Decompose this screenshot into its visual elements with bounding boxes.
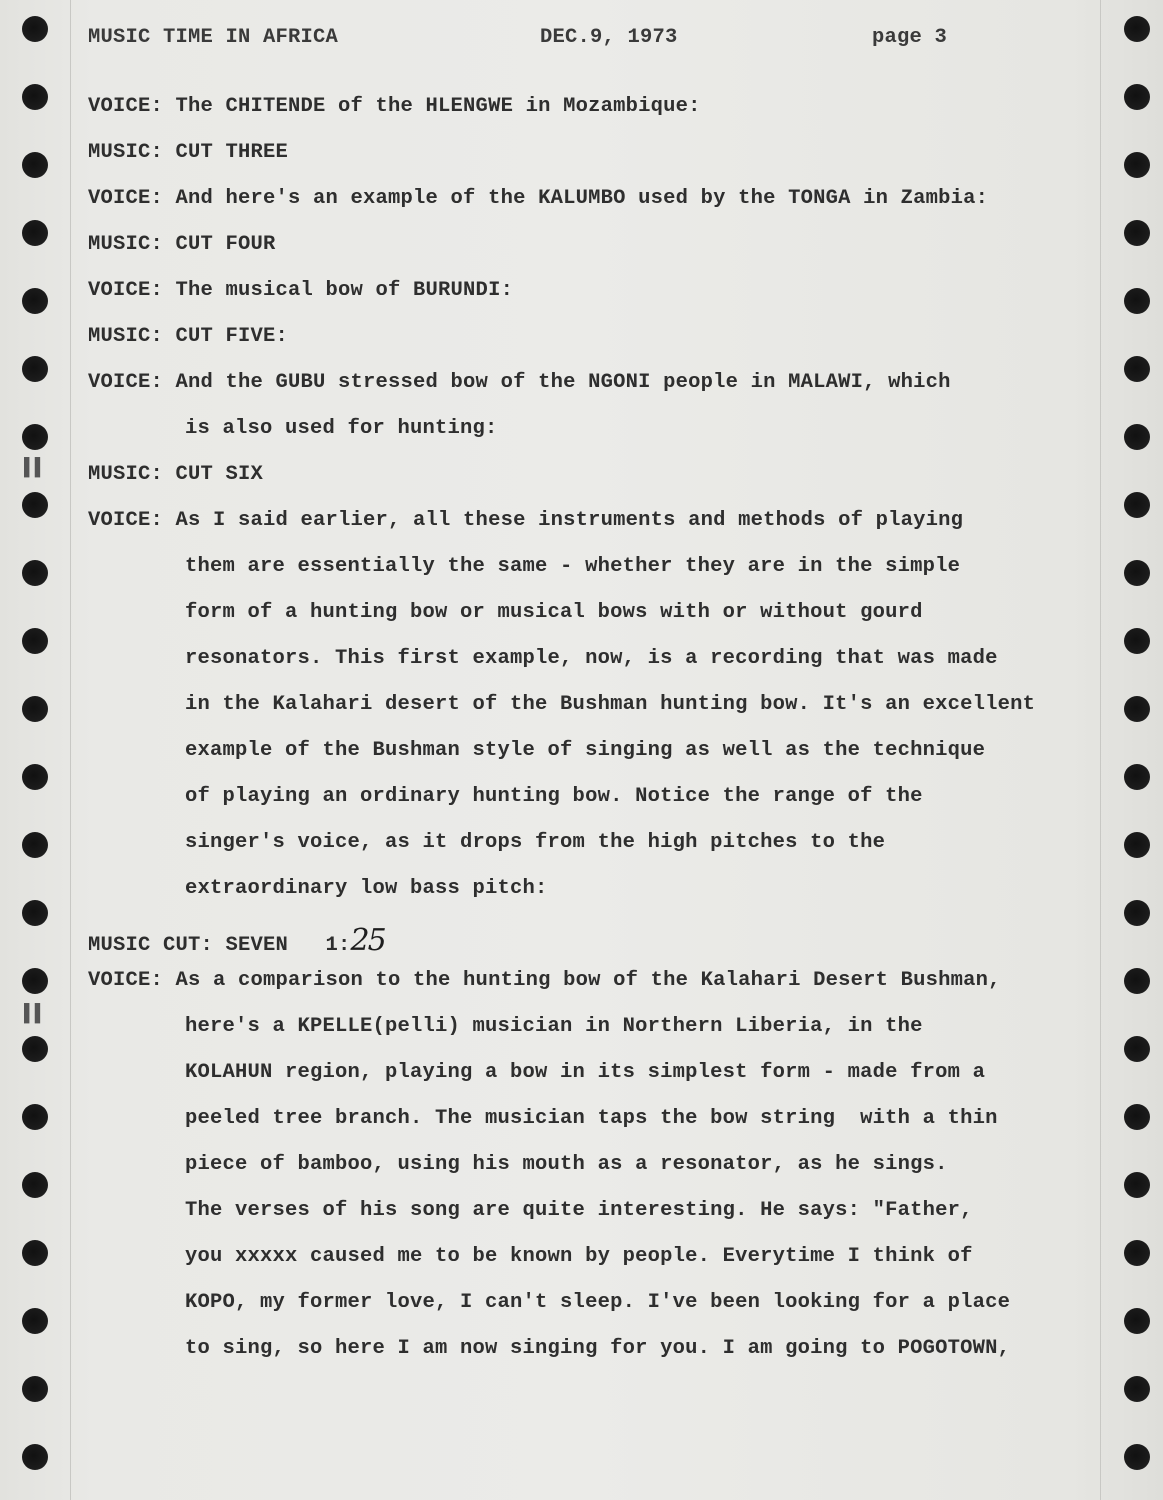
feed-hole [22, 1376, 48, 1402]
feed-hole [1124, 1376, 1150, 1402]
script-line [185, 1291, 1163, 1314]
line-text: VOICE: The CHITENDE of the HLENGWE in Mozambique: [88, 95, 701, 118]
line-text: is also used for hunting: [185, 417, 498, 440]
script-line [185, 877, 1163, 900]
feed-hole [22, 1240, 48, 1266]
line-text: singer's voice, as it drops from the high pitches to the [185, 831, 886, 854]
script-line [185, 1153, 1163, 1176]
script-line [88, 95, 1098, 118]
music-cue-line [88, 463, 1098, 486]
line-text: VOICE: And the GUBU stressed bow of the NGONI people in MALAWI, which [88, 371, 951, 394]
feed-hole [22, 628, 48, 654]
script-line [185, 1245, 1163, 1268]
line-text: resonators. This first example, now, is a recording that was made [185, 647, 998, 670]
feed-hole [22, 1444, 48, 1470]
script-line [185, 417, 1163, 440]
script-line [88, 187, 1098, 210]
feed-hole [22, 492, 48, 518]
line-text: in the Kalahari desert of the Bushman hunting bow. It's an excellent [185, 693, 1036, 716]
script-line [88, 371, 1098, 394]
feed-hole [1124, 16, 1150, 42]
feed-hole [22, 356, 48, 382]
feed-hole [1124, 1036, 1150, 1062]
feed-hole [1124, 288, 1150, 314]
feed-hole [1124, 900, 1150, 926]
line-text: MUSIC: CUT FOUR [88, 233, 276, 256]
script-line [185, 647, 1163, 670]
line-text: MUSIC CUT: SEVEN 1: [88, 934, 351, 957]
line-text: to sing, so here I am now singing for you. I am going to POGOTOWN, [185, 1337, 1011, 1360]
feed-hole [1124, 356, 1150, 382]
feed-hole [22, 152, 48, 178]
line-text: them are essentially the same - whether they are in the simple [185, 555, 961, 578]
feed-hole [22, 1172, 48, 1198]
line-text: MUSIC: CUT THREE [88, 141, 289, 164]
page-number: page 3 [872, 26, 948, 49]
feed-hole [22, 16, 48, 42]
handwritten-duration: 25 [350, 923, 385, 958]
line-text: you xxxxx caused me to be known by people. Everytime I think of [185, 1245, 973, 1268]
script-line [88, 509, 1098, 532]
line-text: of playing an ordinary hunting bow. Notice the range of the [185, 785, 923, 808]
script-line [185, 739, 1163, 762]
script-line [185, 1337, 1163, 1360]
script-line [185, 1107, 1163, 1130]
feed-hole [1124, 1444, 1150, 1470]
music-cue-line [88, 233, 1098, 256]
script-line [185, 1061, 1163, 1084]
program-title: MUSIC TIME IN AFRICA [88, 26, 339, 49]
line-text: here's a KPELLE(pelli) musician in Northern Liberia, in the [185, 1015, 923, 1038]
margin-mark: ▌▌ [24, 1004, 46, 1024]
line-text: piece of bamboo, using his mouth as a resonator, as he sings. [185, 1153, 948, 1176]
feed-hole [22, 288, 48, 314]
line-text: VOICE: And here's an example of the KALUMBO used by the TONGA in Zambia: [88, 187, 989, 210]
line-text: VOICE: The musical bow of BURUNDI: [88, 279, 514, 302]
feed-hole [22, 1104, 48, 1130]
feed-hole [22, 1036, 48, 1062]
script-line [185, 693, 1163, 716]
line-text: KOLAHUN region, playing a bow in its simplest form - made from a [185, 1061, 986, 1084]
broadcast-date: DEC.9, 1973 [540, 26, 678, 49]
music-cue-line [88, 923, 1098, 958]
feed-hole [22, 220, 48, 246]
line-text: peeled tree branch. The musician taps the bow string with a thin [185, 1107, 998, 1130]
line-text: VOICE: As a comparison to the hunting bow of the Kalahari Desert Bushman, [88, 969, 1001, 992]
feed-hole [22, 968, 48, 994]
script-line [185, 1015, 1163, 1038]
feed-hole [22, 832, 48, 858]
feed-hole [1124, 220, 1150, 246]
music-cue-line [88, 325, 1098, 348]
feed-hole [22, 84, 48, 110]
script-line [185, 831, 1163, 854]
feed-hole [1124, 968, 1150, 994]
line-text: The verses of his song are quite interesting. He says: "Father, [185, 1199, 973, 1222]
music-cue-line [88, 141, 1098, 164]
feed-hole [22, 1308, 48, 1334]
line-text: MUSIC: CUT SIX [88, 463, 264, 486]
line-text: VOICE: As I said earlier, all these instruments and methods of playing [88, 509, 964, 532]
feed-hole [1124, 492, 1150, 518]
feed-hole [1124, 152, 1150, 178]
line-text: extraordinary low bass pitch: [185, 877, 548, 900]
feed-hole [22, 696, 48, 722]
margin-rule-left [70, 0, 71, 1500]
line-text: MUSIC: CUT FIVE: [88, 325, 289, 348]
line-text: example of the Bushman style of singing as well as the technique [185, 739, 986, 762]
feed-hole [22, 900, 48, 926]
margin-mark: ▌▌ [24, 458, 46, 478]
script-line [185, 785, 1163, 808]
feed-hole [22, 764, 48, 790]
script-line [88, 279, 1098, 302]
script-line [185, 1199, 1163, 1222]
script-line [185, 601, 1163, 624]
line-text: KOPO, my former love, I can't sleep. I've been looking for a place [185, 1291, 1011, 1314]
feed-hole [22, 424, 48, 450]
script-line [88, 969, 1098, 992]
feed-hole [1124, 84, 1150, 110]
line-text: form of a hunting bow or musical bows with or without gourd [185, 601, 923, 624]
script-line [185, 555, 1163, 578]
tractor-feed-holes-left [16, 0, 56, 1500]
feed-hole [22, 560, 48, 586]
